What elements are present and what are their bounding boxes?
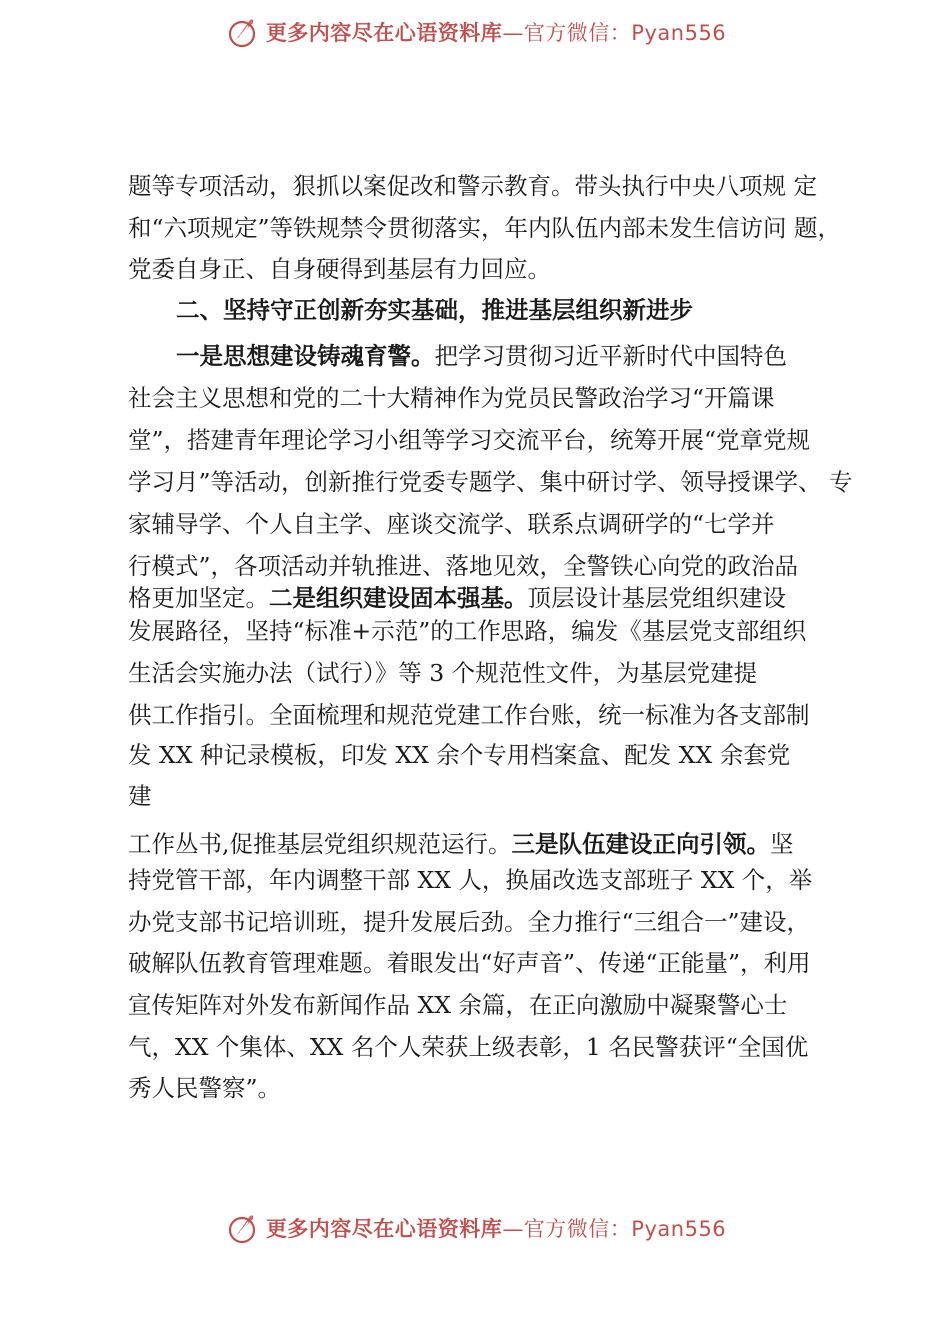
watermark-footer	[0, 1210, 950, 1246]
body-line: 学习月”等活动，创新推行党委专题学、集中研讨学、领导授课学、 专	[128, 468, 853, 496]
body-line: 和“六项规定”等铁规禁令贯彻落实，年内队伍内部未发生信访问 题，	[128, 214, 841, 242]
body-line: 一是思想建设铸魂育警。把学习贯彻习近平新时代中国特色	[176, 342, 787, 370]
body-line: 气，XX 个集体、XX 名个人荣获上级表彰，1 名民警获评“全国优	[128, 1033, 809, 1061]
body-line: 破解队伍教育管理难题。着眼发出“好声音”、传递“正能量”，利用	[128, 949, 811, 977]
body-line: 持党管干部，年内调整干部 XX 人，换届改选支部班子 XX 个，举	[128, 866, 813, 894]
body-line: 工作丛书,促推基层党组织规范运行。三是队伍建设正向引领。坚	[128, 830, 794, 858]
body-line: 供工作指引。全面梳理和规范党建工作台账，统一标准为各支部制	[128, 701, 810, 729]
subheading-thought: 一是思想建设铸魂育警。	[176, 342, 435, 370]
body-line: 党委自身正、自身硬得到基层有力回应。	[128, 255, 551, 283]
feather-seal-icon	[224, 1210, 260, 1246]
body-line: 题等专项活动，狠抓以案促改和警示教育。带头执行中央八项规 定	[128, 172, 817, 200]
body-line: 堂”，搭建青年理论学习小组等学习交流平台，统筹开展“党章党规	[128, 426, 811, 454]
watermark-site-text: 更多内容尽在心语资料库	[265, 20, 503, 45]
body-line: 生活会实施办法（试行）》等 3 个规范性文件，为基层党建提	[128, 659, 758, 687]
feather-seal-icon	[224, 14, 260, 50]
body-line: 建	[128, 782, 152, 810]
subheading-team: 三是队伍建设正向引领。	[511, 830, 770, 858]
subheading-organization: 二是组织建设固本强基。	[269, 584, 528, 612]
watermark-contact-text: —官方微信：Pyan556	[502, 21, 727, 45]
body-line: 发展路径，坚持“标准+示范”的工作思路，编发《基层党支部组织	[128, 617, 807, 645]
section-heading: 二、坚持守正创新夯实基础，推进基层组织新进步	[176, 296, 693, 324]
body-line: 行模式”，各项活动并轨推进、落地见效，全警铁心向党的政治品	[128, 552, 799, 580]
body-line: 办党支部书记培训班，提升发展后劲。全力推行“三组合一”建设，	[128, 908, 811, 936]
body-line: 社会主义思想和党的二十大精神作为党员民警政治学习“开篇课	[128, 384, 775, 412]
body-line: 格更加坚定。二是组织建设固本强基。顶层设计基层党组织建设	[128, 584, 786, 612]
watermark-site-text: 更多内容尽在心语资料库	[265, 1216, 503, 1241]
body-line: 发 XX 种记录模板，印发 XX 余个专用档案盒、配发 XX 余套党	[128, 741, 791, 769]
watermark-contact-text: —官方微信：Pyan556	[502, 1217, 727, 1241]
body-line: 家辅导学、个人自主学、座谈交流学、联系点调研学的“七学并	[128, 510, 775, 538]
body-line: 宣传矩阵对外发布新闻作品 XX 余篇，在正向激励中凝聚警心士	[128, 991, 788, 1019]
watermark-header	[0, 14, 950, 50]
body-line: 秀人民警察”。	[128, 1074, 282, 1102]
